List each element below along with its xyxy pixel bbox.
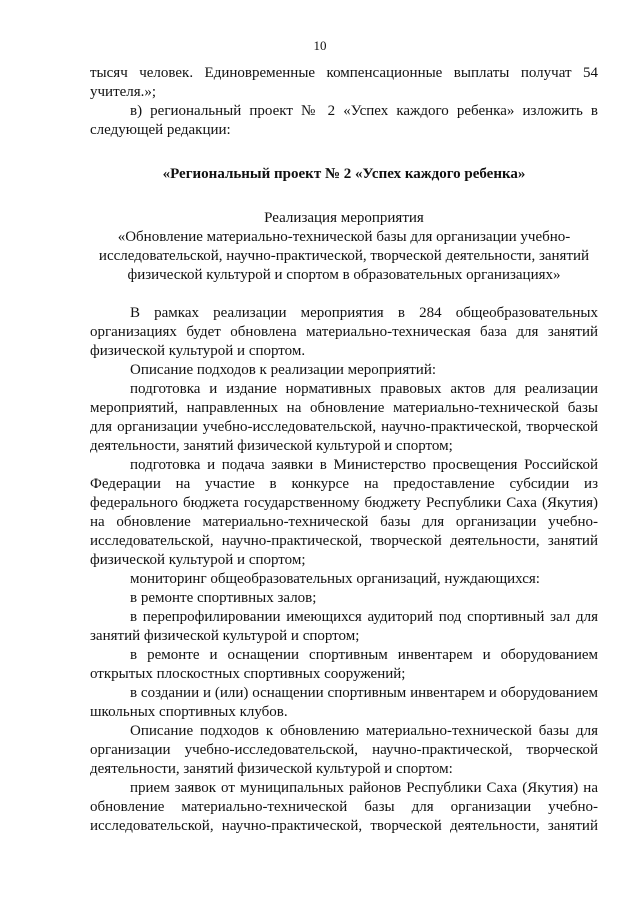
body-paragraph: подготовка и издание нормативных правовых актов для реализации мероприятий, направленных на обновление материально-технической базы для организации учебно-исследовательской, научно-практической, творческой деятельности, занятий физической культурой и спортом;	[90, 381, 598, 454]
body-text	[90, 304, 598, 836]
body-paragraph: Описание подходов к обновлению материально-технической базы для организации учебно-исследовательской, научно-практической, творческой деятельности, занятий физической культурой и спортом:	[90, 723, 598, 777]
body-paragraph: в ремонте спортивных залов;	[130, 590, 317, 606]
body-paragraph: подготовка и подача заявки в Министерство просвещения Российской Федерации на участие в конкурсе на предоставление субсидии из федерального бюджета государственному бюджету Республики Саха (Якутия) на обновление материально-технической базы для организации учебно-исследовательской, научно-практической, творческой деятельности, занятий физической культурой и спортом;	[90, 457, 598, 568]
intro-paragraph-2: в) региональный проект № 2 «Успех каждого ребенка» изложить в следующей редакции:	[90, 103, 598, 138]
page-number: 10	[313, 38, 327, 53]
body-paragraph: мониторинг общеобразовательных организаций, нуждающихся:	[130, 571, 540, 587]
intro-paragraph-1: тысяч человек. Единовременные компенсационные выплаты получат 54 учителя.»;	[90, 65, 598, 100]
activity-heading-block	[90, 209, 598, 285]
document-content	[90, 64, 598, 836]
project-title: «Региональный проект № 2 «Успех каждого ребенка»	[162, 166, 526, 182]
body-paragraph: В рамках реализации мероприятия в 284 общеобразовательных организациях будет обновлена материально-техническая база для занятий физической культурой и спортом.	[90, 305, 598, 359]
body-paragraph: в создании и (или) оснащении спортивным инвентарем и оборудованием школьных спортивных клубов.	[90, 685, 598, 720]
body-paragraph: Описание подходов к реализации мероприятий:	[130, 362, 437, 378]
activity-name: «Обновление материально-технической базы для организации учебно-исследовательской, научно-практической, творческой деятельности, занятий физической культурой и спортом в образовательных организациях»	[98, 229, 590, 283]
body-paragraph: в ремонте и оснащении спортивным инвентарем и оборудованием открытых плоскостных спортивных сооружений;	[90, 647, 598, 682]
body-paragraph: прием заявок от муниципальных районов Республики Саха (Якутия) на обновление материально-технической базы для организации учебно-исследовательской, научно-практической, творческой деятельности, занятий	[90, 780, 598, 834]
body-paragraph: в перепрофилировании имеющихся аудиторий под спортивный зал для занятий физической культурой и спортом;	[90, 609, 598, 644]
activity-heading: Реализация мероприятия	[264, 210, 424, 226]
